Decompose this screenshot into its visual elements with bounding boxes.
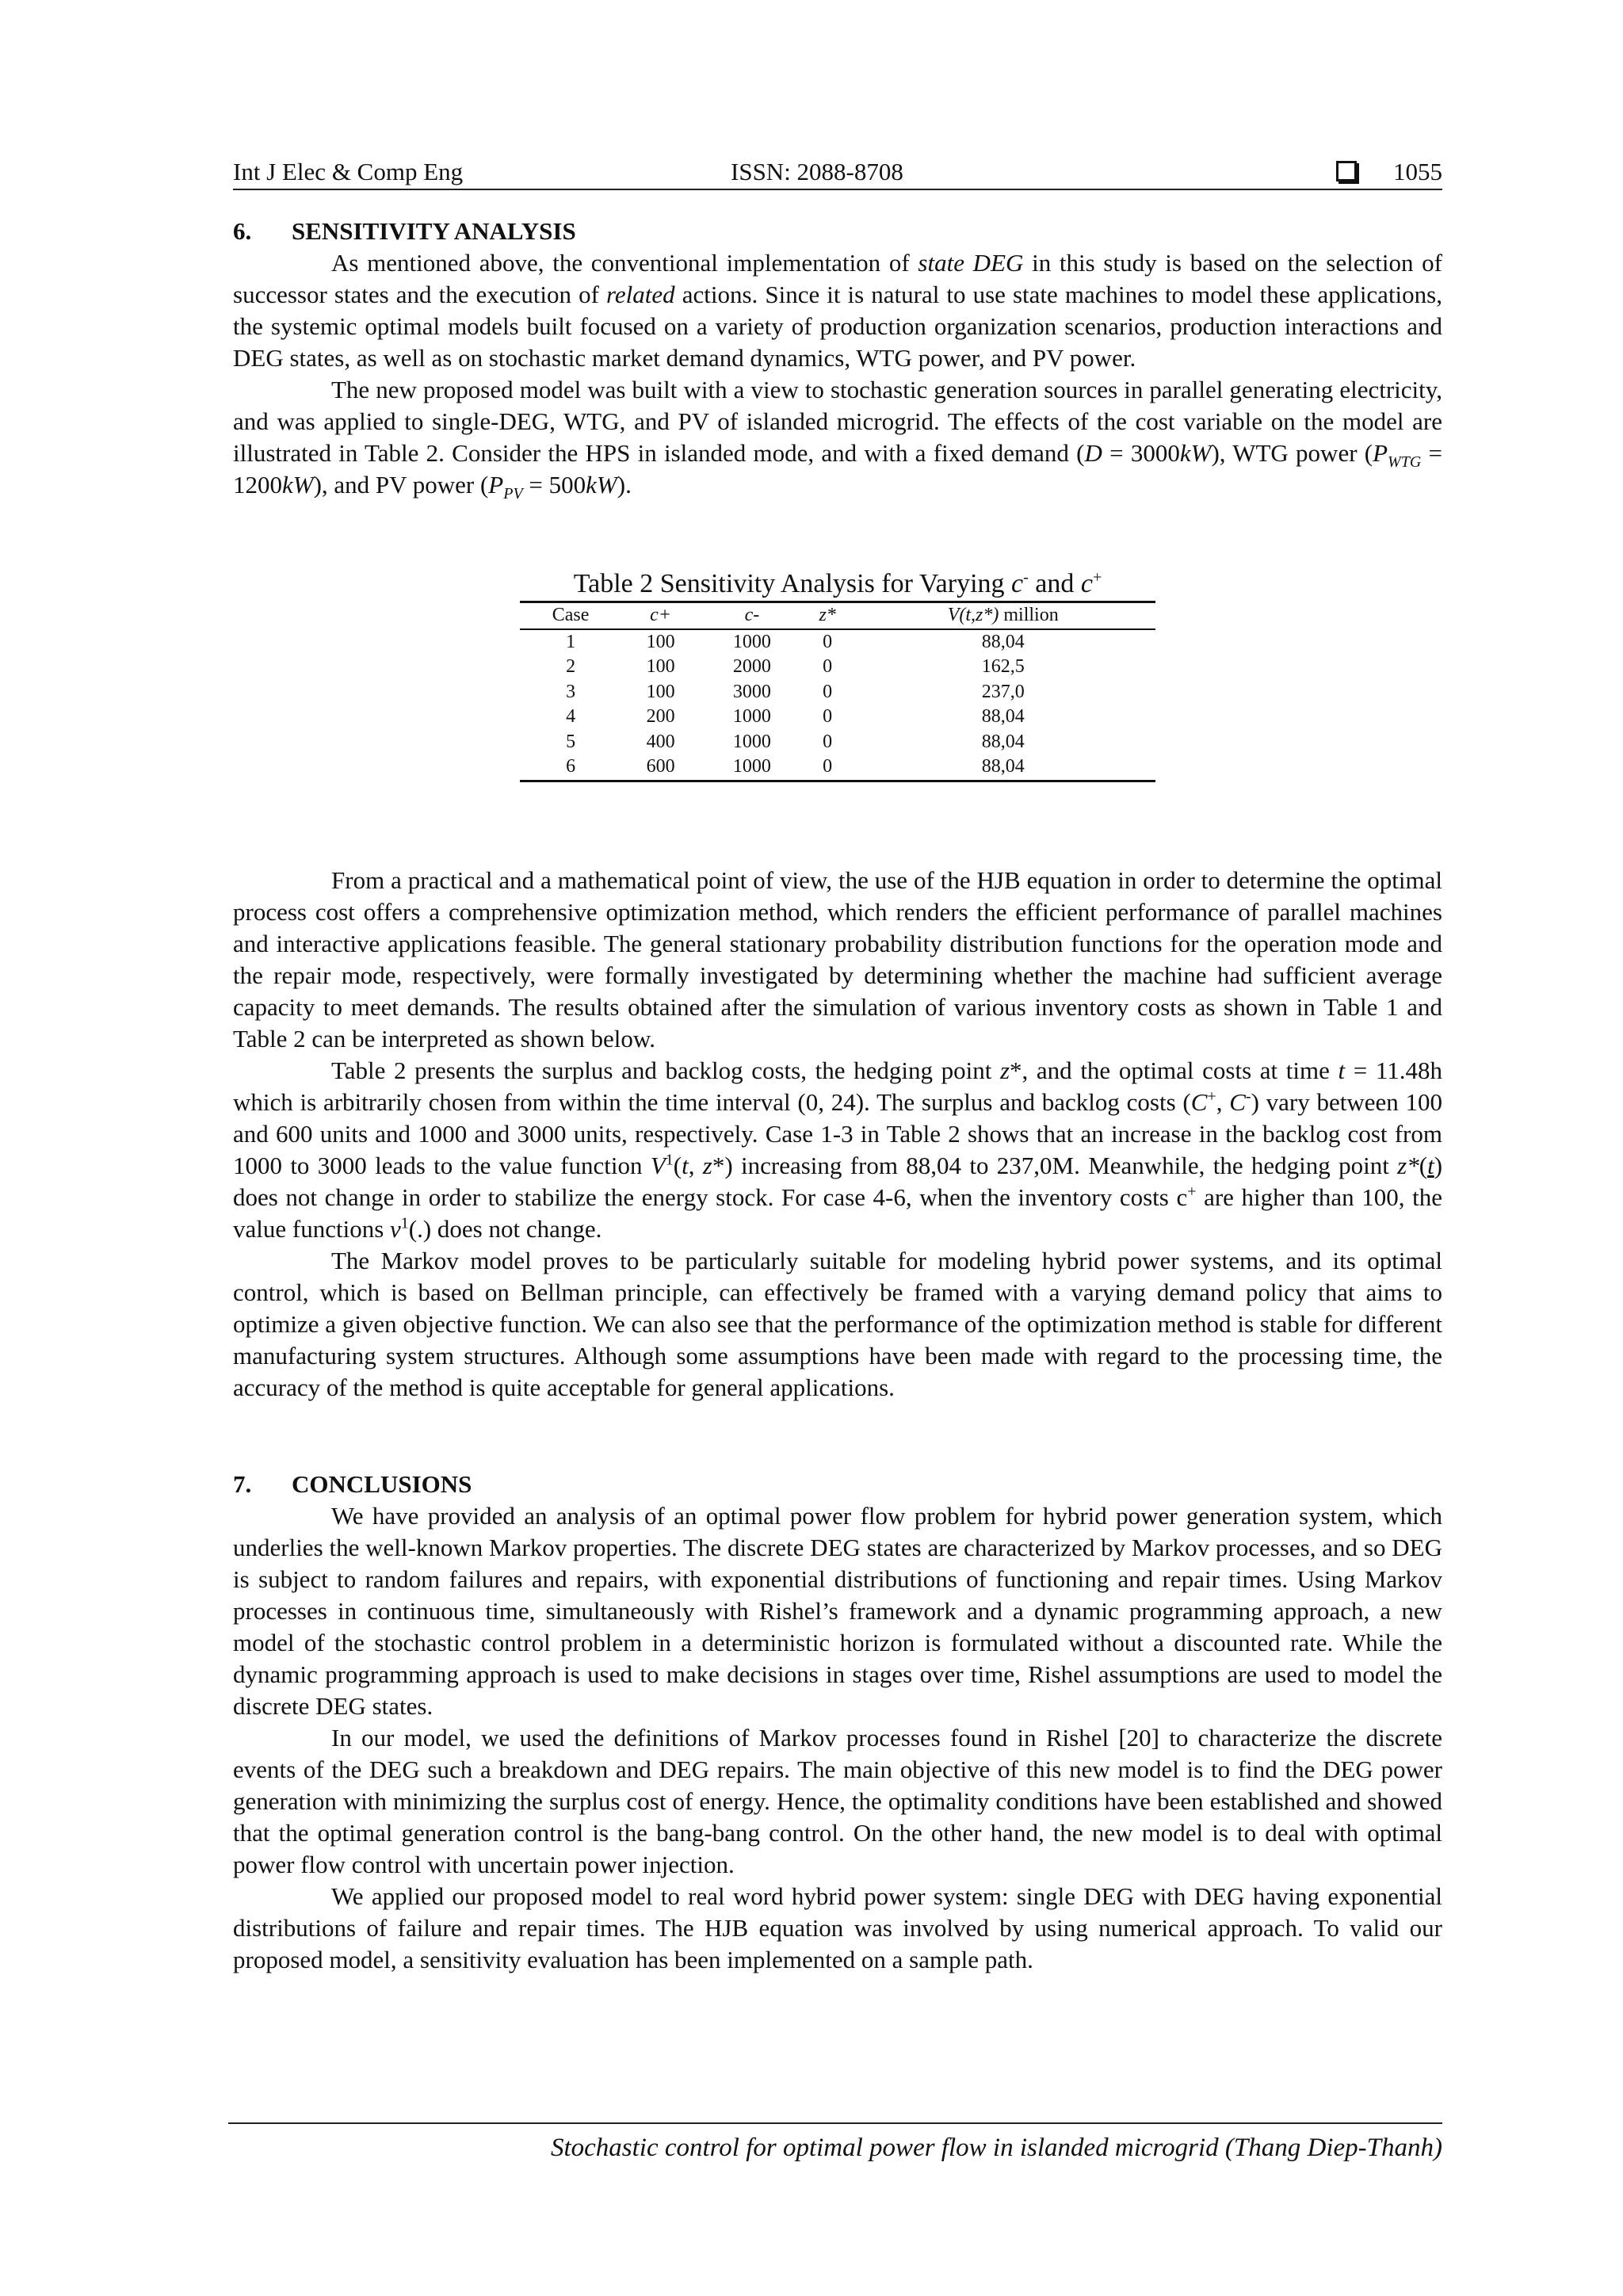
paragraph: As mentioned above, the conventional implementation of state DEG in this study is based on the selection of successor states and the execution of related actions. Since it is natural to use state machines to model these applications, the systemic optimal models built focused on a variety of production organization scenarios, production interactions and DEG states, as well as on stochastic market demand dynamics, WTG power, and PV power.	[233, 249, 1442, 372]
table-row: 3 100 3000 0 237,0	[566, 681, 1025, 702]
paragraph: The Markov model proves to be particularly suitable for modeling hybrid power systems, and its optimal control, which is based on Bellman principle, can effectively be framed with a varying demand policy that aims to optimize a given objective function. We can also see that the performance of the optimization method is stable for different manufacturing system structures. Although some assumptions have been made with regard to the processing time, the accuracy of the method is quite acceptable for general applications.	[233, 1246, 1442, 1401]
paragraph: We applied our proposed model to real word hybrid power system: single DEG with DEG having exponential distributions of failure and repair times. The HJB equation was involved by using numerical approach. To valid our proposed model, a sensitivity evaluation has been implemented on a sample path.	[233, 1881, 1442, 1973]
journal-name: Int J Elec & Comp Eng	[233, 158, 464, 185]
square-bullet-icon	[1336, 161, 1357, 181]
table-row: 1 100 1000 0 88,04	[566, 631, 1025, 652]
running-header	[233, 155, 1442, 190]
paragraph: Table 2 presents the surplus and backlog costs, the hedging point z*, and the optimal costs at time t = 11.48h which is arbitrarily chosen from within the time interval (0, 24). The surplus and backlog costs (C+, C-) vary between 100 and 600 units and 1000 and 3000 units, respectively. Case 1-3 in Table 2 shows that an increase in the backlog cost from 1000 to 3000 leads to the value function $V^1(t$, z*) increasing from 88,04 to 237,0M. Meanwhile, the hedging point z*(t) does not change in order to stabilize the energy stock. For case 4-6, when the inventory costs c+ are higher than 100, the value functions $v^1(.)$ does not change.	[233, 1056, 1443, 1243]
paragraph: The new proposed model was built with a view to stochastic generation sources in parallel generating electricity, and was applied to single-DEG, WTG, and PV of islanded microgrid. The effects of the cost variable on the model are illustrated in Table 2. Consider the HPS in islanded mode, and with a fixed demand (D = 3000kW), WTG power $(P_{WTG} = 1200kW)$, and PV power $(P_{PV} = 500kW)$.	[233, 376, 1443, 503]
sensitivity-table	[520, 601, 1155, 782]
table-2	[520, 567, 1155, 782]
table-row: 6 600 1000 0 88,04	[520, 755, 1155, 781]
table-row: 4 200 1000 0 88,04	[566, 706, 1025, 727]
table-row: 2 100 2000 0 162,5	[566, 656, 1025, 677]
issn: ISSN: 2088-8708	[731, 158, 903, 185]
col-z-star: z*	[804, 602, 851, 629]
table-caption: Table 2 Sensitivity Analysis for Varying c- and c+	[573, 568, 1102, 598]
table-header-row	[520, 602, 1155, 629]
section-heading-conclusions: 7. CONCLUSIONS	[233, 1469, 472, 1498]
paragraph: We have provided an analysis of an optimal power flow problem for hybrid power generation system, which underlies the well-known Markov properties. The discrete DEG states are characterized by Markov processes, and so DEG is subject to random failures and repairs, with exponential distributions of functioning and repair times. Using Markov processes in continuous time, simultaneously with Rishel’s framework and a dynamic programming approach, a new model of the stochastic control problem in a deterministic horizon is formulated without a discounted rate. While the dynamic programming approach is used to make decisions in stages over time, Rishel assumptions are used to model the discrete DEG states.	[233, 1501, 1442, 1720]
table-row: 5 400 1000 0 88,04	[566, 731, 1025, 752]
col-c-plus: c+	[621, 602, 700, 629]
col-c-minus: c-	[700, 602, 804, 629]
section-heading-sensitivity: 6. SENSITIVITY ANALYSIS	[233, 217, 576, 245]
col-case: Case	[520, 602, 621, 629]
col-value-function: V(t,z*) million	[850, 602, 1155, 629]
paragraph: From a practical and a mathematical point of view, the use of the HJB equation in order to determine the optimal process cost offers a comprehensive optimization method, which renders the efficient performance of parallel machines and interactive applications feasible. The general stationary probability distribution functions for the operation mode and the repair mode, respectively, were formally investigated by determining whether the machine had sufficient average capacity to meet demands. The results obtained after the simulation of various inventory costs as shown in Table 1 and Table 2 can be interpreted as shown below.	[233, 865, 1442, 1052]
paragraph: In our model, we used the definitions of Markov processes found in Rishel [20] to characterize the discrete events of the DEG such a breakdown and DEG repairs. The main objective of this new model is to find the DEG power generation with minimizing the surplus cost of energy. Hence, the optimality conditions have been established and showed that the optimal generation control is the bang-bang control. On the other hand, the new model is to deal with optimal power flow control with uncertain power injection.	[233, 1723, 1442, 1878]
running-footer: Stochastic control for optimal power flow in islanded microgrid (Thang Diep-Thanh)	[228, 2122, 1442, 2172]
page-number: 1055	[1393, 158, 1442, 185]
body-content	[233, 216, 1442, 1976]
page-number-block	[1336, 155, 1442, 189]
